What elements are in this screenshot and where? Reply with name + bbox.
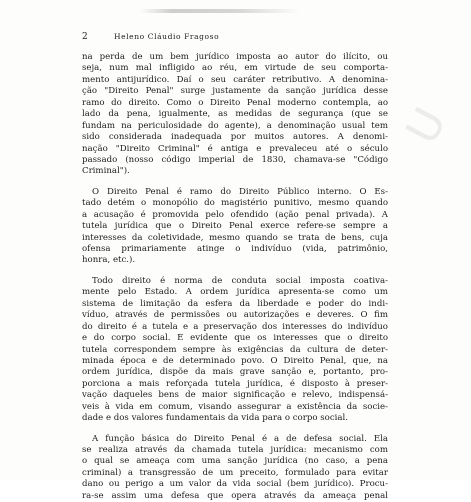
page-header (82, 30, 382, 44)
text-line: víduo, através de permissões ou autorizações e deveres. O fim (82, 310, 388, 321)
text-line: tado detém o monopólio do magistério punitivo, mesmo quando (82, 198, 388, 209)
text-line: minada época e de determinado povo. O Direito Penal, que, na (82, 355, 388, 366)
text-line: mento antijurídico. Daí o seu caráter retributivo. A denomina- (82, 74, 388, 85)
text-line: tutela correspondem sempre às exigências da cultura de deter- (82, 344, 388, 355)
text-line: passado (nosso código imperial de 1830, chamava-se "Código (82, 154, 388, 165)
paragraph-3 (82, 276, 388, 425)
faint-watermark: U (396, 99, 457, 153)
text-line: seja, num mal infligido ao réu, em virtude de seu comporta- (82, 63, 388, 74)
text-line: vação daqueles bens de maior significação e relevo, indispensá- (82, 390, 388, 401)
text-line: ramo do direito. Como o Direito Penal moderno contempla, ao (82, 97, 388, 108)
scan-artifact (140, 9, 300, 13)
text-line: a acusação é promovida pelo ofendido (ação penal privada). A (82, 209, 388, 220)
text-line: O Direito Penal é ramo do Direito Público interno. O Es- (92, 186, 388, 197)
paragraph-1 (82, 52, 388, 178)
text-line: se realiza através da chamada tutela jurídica: mecanismo com (82, 445, 388, 455)
paragraph-gap (82, 267, 388, 276)
text-line: ofensa primariamente atinge o indivíduo (vida, patrimônio, (82, 244, 388, 254)
text-line: ordem jurídica, dispõe da mais grave sanção e, portanto, pro- (82, 367, 388, 378)
paragraph-2 (82, 187, 388, 267)
text-line: e do corpo social. É evidente que os interesses que o direito (82, 333, 388, 344)
text-line: dano ou perigo a um valor da vida social (bem jurídico). Procu- (82, 479, 388, 490)
text-line: na perda de um bem jurídico imposta ao autor do ilícito, ou (82, 52, 388, 62)
text-line: A função básica do Direito Penal é a de defesa social. Ela (92, 433, 388, 444)
text-line: lado da pena, igualmente, as medidas de segurança (que se (82, 109, 388, 120)
running-head: Heleno Cláudio Fragoso (114, 32, 220, 41)
text-line: fundam na periculosidade do agente), a denominação usual tem (82, 120, 388, 131)
text-line: criminal) a transgressão de um preceito, formulado para evitar (82, 467, 388, 478)
text-line: o qual se ameaça com uma sanção jurídica (no caso, a pena (82, 456, 388, 467)
paragraph-4 (82, 434, 388, 502)
text-line: veis à vida em comum, visando assegurar a existência da socie- (82, 401, 388, 412)
text-line: do direito é a tutela e a preservação dos interesses do indivíduo (82, 321, 388, 332)
text-line: tutela jurídica que o Direito Penal exerce refere-se sempre a (82, 221, 388, 232)
text-line: ção "Direito Penal" surge justamente da sanção jurídica desse (82, 86, 388, 97)
text-line: sistema de limitação da esfera da liberdade e poder do indi- (82, 298, 388, 309)
text-line: interesses da coletividade, mesmo quando se trata de bens, cuja (82, 232, 388, 243)
text-line: nação "Direito Criminal" é antiga e prevaleceu até o século (82, 143, 388, 154)
text-line: sido considerada inadequada por muitos autores. A denomi- (82, 132, 388, 143)
paragraph-gap (82, 178, 388, 187)
text-line: mente pelo Estado. A ordem jurídica apresenta-se como um (82, 287, 388, 298)
text-line: dade e dos valores fundamentais da vida para o corpo social. (82, 413, 348, 424)
text-line: ra-se assim uma defesa que opera através da ameaça penal (82, 490, 388, 501)
text-line: honra, etc.). (82, 255, 136, 266)
body-text (82, 52, 388, 502)
text-line: Criminal"). (82, 166, 130, 177)
text-line: Todo direito é norma de conduta social imposta coativa- (92, 275, 388, 286)
page-number: 2 (82, 32, 88, 42)
text-line: porciona a mais reforçada tutela jurídica, é disposto à preser- (82, 378, 388, 389)
paragraph-gap (82, 425, 388, 434)
